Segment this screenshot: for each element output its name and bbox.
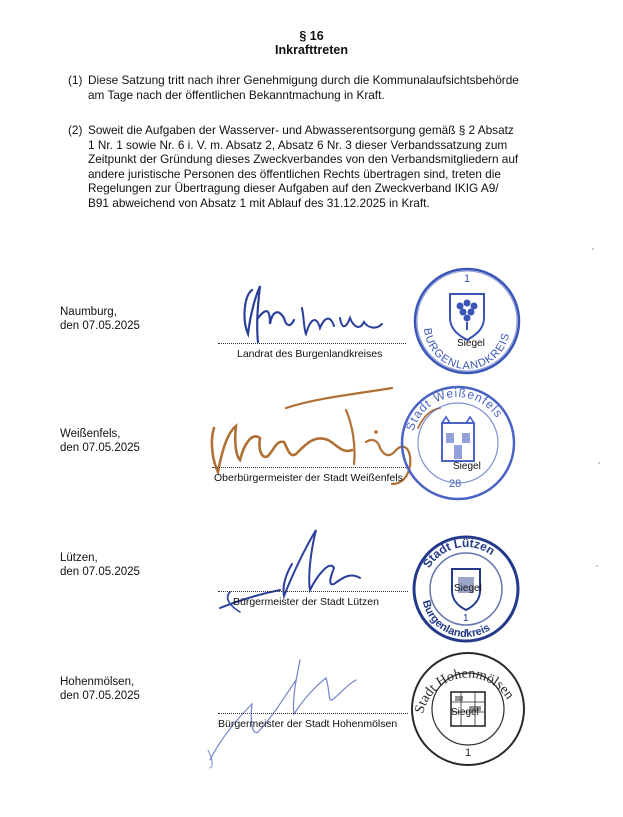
signature-line (218, 713, 408, 714)
seal-text: Stadt Lützen (419, 535, 498, 571)
signature-place: Lützen, (60, 552, 98, 564)
signature-place: Weißenfels, (60, 428, 121, 440)
siegel-label: Siegel (451, 707, 479, 718)
signature-buergermeister-hohenmoelsen (200, 640, 380, 770)
paragraph-1 (68, 73, 568, 102)
svg-text:1: 1 (464, 273, 471, 285)
signature-landrat (230, 278, 400, 348)
signature-role: Bürgermeister der Stadt Hohenmölsen (218, 718, 398, 730)
section-number: § 16 (299, 29, 324, 43)
signature-line (218, 343, 406, 344)
seal-burgenlandkreis (412, 266, 522, 376)
seal-text: Stadt Weißenfels (402, 385, 507, 433)
signature-role: Bürgermeister der Stadt Lützen (233, 596, 379, 608)
paragraph-number: (2) (68, 123, 83, 137)
scan-speck (596, 565, 598, 567)
signature-line (212, 467, 408, 468)
signature-date: den 07.05.2025 (60, 690, 140, 702)
signature-line (218, 591, 408, 592)
paragraph-text: Soweit die Aufgaben der Wasserver- und Abwasserentsorgung gemäß § 2 Absatz 1 Nr. 1 sowie Nr. 6 i. V. m. Absatz 2, Absatz 6 Nr. 3 dieser Verbandssatzung zum Zeitpunkt der Gründung dieses Zweckverbandes von den Verbandsmitgliedern auf andere juristische Personen des öffentlichen Rechts übertragen sind, treten die Regelungen zur Übertragung dieser Aufgaben auf den Zweckverband IKIG A9/ B91 abweichend von Absatz 1 mit Ablauf des 31.12.2025 in Kraft. (88, 123, 519, 210)
section-heading: Inkrafttreten (275, 43, 348, 57)
signature-date: den 07.05.2025 (60, 320, 140, 332)
scan-speck (598, 462, 600, 464)
siegel-label: Siegel (454, 583, 482, 594)
seal-weissenfels (398, 383, 518, 503)
paragraph-number: (1) (68, 73, 83, 87)
signature-place: Hohenmölsen, (60, 676, 135, 688)
paragraph-text: Diese Satzung tritt nach ihrer Genehmigung durch die Kommunalaufsichtsbehörde am Tage nach der öffentlichen Bekanntmachung in Kraft. (88, 73, 519, 102)
signature-role: Oberbürgermeister der Stadt Weißenfels (214, 472, 403, 484)
seal-text: Stadt Hohenmölsen (412, 666, 517, 716)
signature-role: Landrat des Burgenlandkreises (237, 348, 383, 360)
scan-speck (592, 248, 594, 250)
signature-date: den 07.05.2025 (60, 442, 140, 454)
seal-text-bottom: Burgenlandkreis (419, 598, 493, 641)
paragraph-2 (68, 123, 568, 211)
seal-text: BURGENLANDKREIS (420, 327, 513, 373)
seal-number: 1 (465, 747, 472, 759)
signature-place: Naumburg, (60, 306, 117, 318)
signature-date: den 07.05.2025 (60, 566, 140, 578)
siegel-label: Siegel (453, 461, 481, 472)
siegel-label: Siegel (457, 338, 485, 349)
seal-number: 28 (449, 478, 462, 490)
seal-number: 1 (463, 613, 469, 624)
